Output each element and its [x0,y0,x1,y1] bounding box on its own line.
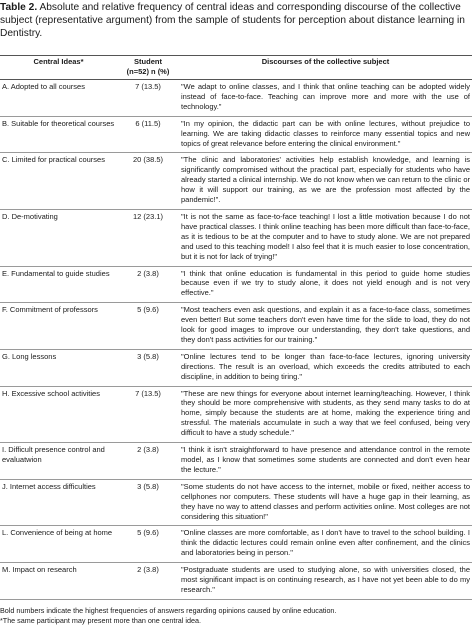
discourse-cell: "It is not the same as face-to-face teaching! I lost a little motivation because I do not have practical classes. I think online teaching has been more difficult than face-to-face, as it is tedious to be at the computer and to have to study alone. We are not prepared and used to this teaching model! I also feel that it is much easier to lose concentration, but it is not for lack of trying!" [181,211,470,261]
table-row [0,303,472,350]
header-student-label: Student [134,57,162,66]
frequency-cell: 3 (5.8) [137,351,159,361]
table-row [0,479,472,526]
discourse-cell: "In my opinion, the didactic part can be with online lectures, without prejudice to learning. We are taking didactic classes to reinforce many essential topics and new topics of great relevance before entering the clinical environment." [181,118,470,148]
discourse-cell: "We adapt to online classes, and I think that online teaching can be adopted widely instead of face-to-face. Teaching can improve more and more with the use of technology." [181,82,470,111]
frequency-cell: 20 (38.5) [132,155,164,165]
discourse-cell: "The clinic and laboratories' activities help establish knowledge, and learning is significantly compromised without the practical part, especially for students who have already started a clinical internship. We do not know when we can return to the clinic or how it will support our training, as we are the profession most affected by the pandemic!". [181,155,470,205]
table-footnotes [0,606,470,626]
frequency-cell: 5 (9.6) [137,305,159,315]
discourse-cell: "I think it isn't straightforward to have presence and attendance control in the remote model, as I know that sometimes some students are connected and don't even hear the lecture." [181,445,470,474]
table-body [0,80,472,600]
discourse-cell: "I think that online education is fundamental in this period to guide home studies because even if we try to study alone, it does not yield enough and is not very effective." [181,268,470,298]
frequency-cell: 2 (3.8) [137,268,159,278]
central-idea-cell: A. Adopted to all courses [2,82,85,91]
discourse-cell: "Most teachers even ask questions, and explain it as a face-to-face class, sometimes even better! But some teachers don't even have time for the slide to load, they do not look for good images to improve our understanding, they don't take questions, and they don't pass activities for our training." [181,305,470,344]
central-idea-cell: I. Difficult presence control and evaluatwion [2,445,105,464]
central-idea-cell: H. Excessive school activities [2,388,100,398]
central-idea-cell: F. Commitment of professors [2,305,98,315]
table-row [0,80,472,117]
central-idea-cell: C. Limited for practical courses [2,155,105,165]
central-ideas-table [0,55,472,600]
header-discourses: Discourses of the collective subject [179,56,472,80]
table-row [0,116,472,153]
table-row [0,349,472,386]
central-idea-cell: J. Internet access difficulties [2,481,96,491]
frequency-cell: 3 (5.8) [137,481,159,491]
table-row [0,526,472,563]
frequency-cell: 12 (23.1) [132,211,164,221]
table-row [0,563,472,600]
central-idea-cell: D. De-motivating [2,211,58,221]
central-idea-cell: M. Impact on research [2,565,77,575]
footnote-asterisk: *The same participant may present more than one central idea. [0,616,201,625]
frequency-cell: 6 (11.5) [135,118,161,128]
table-row [0,443,472,480]
header-student-sub: (n=52) n (%) [126,66,170,76]
central-idea-cell: E. Fundamental to guide studies [2,268,110,278]
table-row [0,266,472,303]
table-row [0,386,472,443]
frequency-cell: 7 (13.5) [135,388,161,398]
caption-label: Table 2. [0,2,38,13]
table-row [0,153,472,210]
frequency-cell: 7 (13.5) [135,82,161,91]
caption-text: Absolute and relative frequency of central ideas and corresponding discourse of the collective subject (representative argument) from the sample of students for perception about distance learning in Dentistry. [0,2,465,39]
table-header-row [0,56,472,80]
discourse-cell: "Postgraduate students are used to studying alone, so with universities closed, the most significant impact is on continuing research, as I have not yet been able to do my research." [181,565,470,594]
central-idea-cell: G. Long lessons [2,351,57,361]
discourse-cell: "Online lectures tend to be longer than face-to-face lectures, ignoring university directions. The result is an overload, which exceeds the credits attributed to each discipline, in addition to being tiring." [181,351,470,381]
frequency-cell: 5 (9.6) [137,528,159,538]
footnote-bold: Bold numbers indicate the highest frequencies of answers regarding opinions caused by online education. [0,606,337,615]
table-row [0,209,472,266]
discourse-cell: "Online classes are more comfortable, as I don't have to travel to the school building. I think the didactic lectures could remain online even after confinement, and the clinics and laboratories being in person." [181,528,470,558]
frequency-cell: 2 (3.8) [137,565,159,575]
discourse-cell: "These are new things for everyone about internet learning/teaching. However, I think they should be more comprehensive with students, as they send many tasks to do at home, simply because the students are at home, making the experience tiring and stressful. The materials accumulate in such a way that we feel confused, being very difficult to have a study schedule." [181,388,470,438]
discourse-cell: "Some students do not have access to the internet, mobile or fixed, neither access to cellphones nor computers. These students will have a huge gap in their learning, as they have no way to attend classes and perform activities online. Most colleges are not considering this situation!" [181,481,470,521]
frequency-cell: 2 (3.8) [137,445,159,455]
header-student [117,56,179,80]
header-central-ideas: Central Ideas* [0,56,117,80]
central-idea-cell: L. Convenience of being at home [2,528,113,538]
central-idea-cell: B. Suitable for theoretical courses [2,118,115,128]
table-caption [0,1,468,40]
